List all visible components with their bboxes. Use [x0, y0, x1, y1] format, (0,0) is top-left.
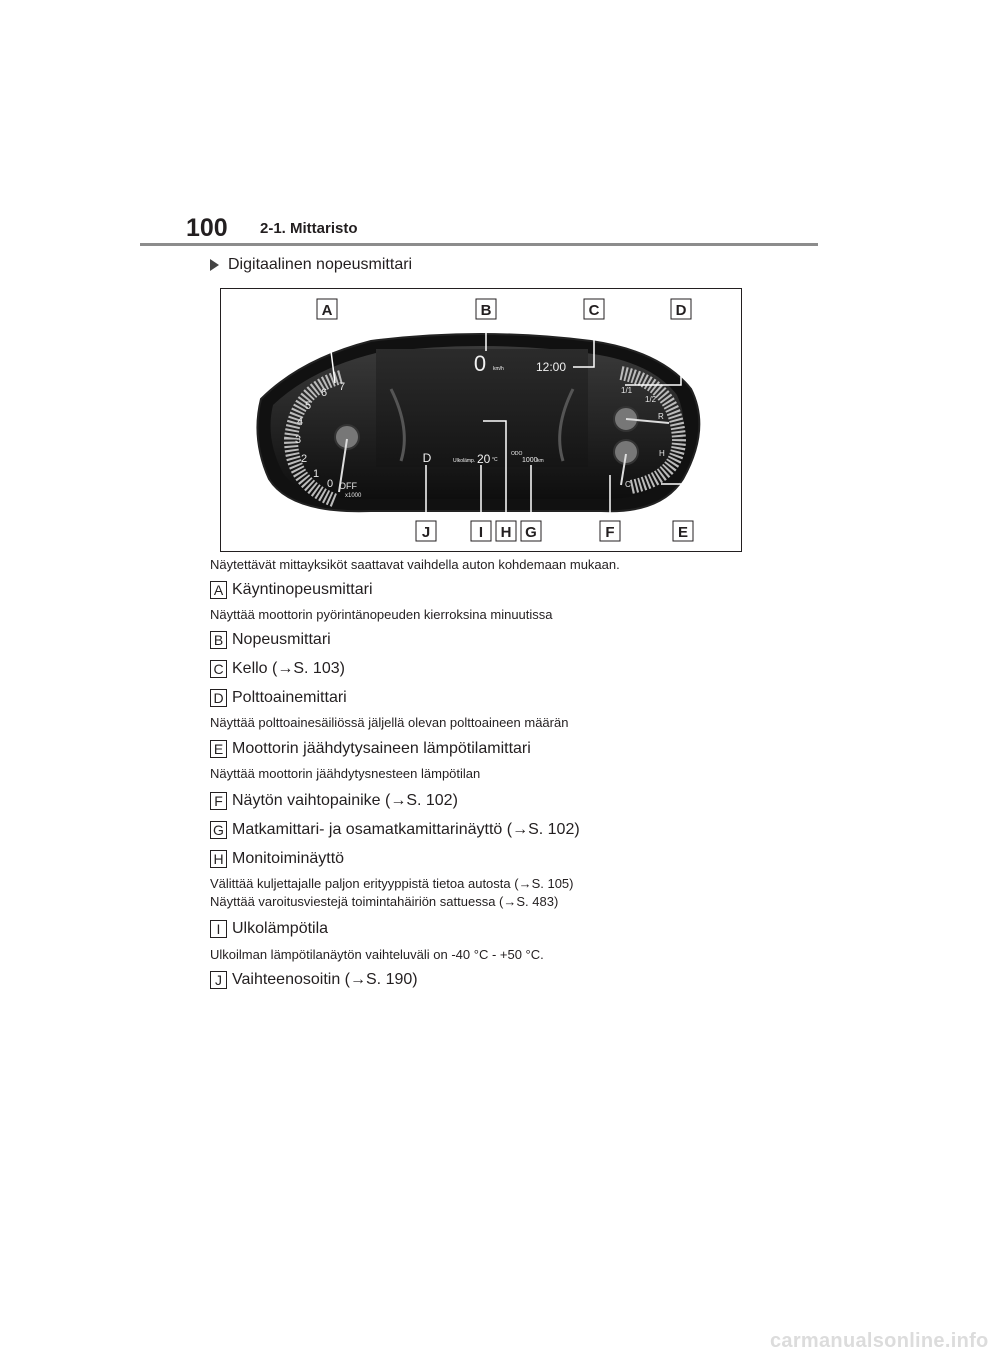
outside-temp-value: 20: [477, 452, 491, 466]
rpm-label-5: 5: [305, 400, 312, 412]
item-d: [210, 689, 347, 707]
item-desc-a-1: Näyttää moottorin pyörintänopeuden kierroksina minuutissa: [210, 607, 553, 622]
rpm-label-2: 2: [301, 453, 308, 465]
item-label-a: Käyntinopeusmittari: [232, 581, 373, 598]
item-desc-i-1: Ulkoilman lämpötilanäytön vaihteluväli on -40 °C - +50 °C.: [210, 947, 544, 962]
item-letter-b: B: [210, 631, 227, 649]
callout-b: B: [480, 302, 492, 319]
item-desc-e-1: Näyttää moottorin jäähdytysnesteen lämpötilan: [210, 766, 481, 781]
instrument-cluster-illustration: [221, 289, 741, 551]
rpm-label-3: 3: [295, 434, 302, 446]
triangle-bullet-icon: [210, 259, 219, 271]
item-letter-a: A: [210, 581, 227, 599]
item-b: [210, 631, 331, 649]
odo-unit: km: [537, 458, 544, 464]
item-label-j: Vaihteenosoitin (→S. 190): [232, 971, 418, 988]
speed-value: 0: [473, 351, 487, 376]
item-letter-c: C: [210, 660, 227, 678]
item-letter-f: F: [210, 792, 227, 810]
item-f: [210, 792, 458, 810]
watermark-brand: carmanualsonline.info: [770, 1330, 989, 1352]
fuel-mark-full: 1/1: [621, 386, 633, 395]
rpm-label-1: 1: [313, 468, 320, 480]
off-label: OFF: [339, 481, 357, 491]
item-label-f: Näytön vaihtopainike (→S. 102): [232, 792, 458, 809]
item-desc-d-1: Näyttää polttoainesäiliössä jäljellä olevan polttoaineen määrän: [210, 715, 569, 730]
temp-mark-c: C: [625, 480, 631, 489]
item-letter-d: D: [210, 689, 227, 707]
item-label-c: Kello (→S. 103): [232, 660, 345, 677]
instrument-cluster-figure: [220, 288, 742, 552]
item-label-b: Nopeusmittari: [232, 631, 331, 648]
callout-f: F: [605, 524, 615, 541]
callout-g: G: [525, 524, 537, 541]
rpm-label-4: 4: [297, 416, 304, 428]
item-g: [210, 821, 580, 839]
item-desc-h-2: Näyttää varoitusviestejä toimintahäiriön sattuessa (→S. 483): [210, 894, 559, 909]
eco-small-label: x1000: [345, 493, 362, 499]
subsection-title: Digitaalinen nopeusmittari: [228, 256, 413, 273]
subsection-heading: [210, 256, 412, 274]
callout-c: C: [588, 302, 600, 319]
item-desc-h-1: Välittää kuljettajalle paljon erityyppistä tietoa autosta (→S. 105): [210, 876, 574, 891]
item-letter-g: G: [210, 821, 227, 839]
rpm-label-6: 6: [321, 387, 328, 399]
rpm-label-0: 0: [327, 478, 334, 490]
item-label-e: Moottorin jäähdytysaineen lämpötilamittari: [232, 740, 531, 757]
knob-right-bottom: [614, 440, 638, 464]
item-label-g: Matkamittari- ja osamatkamittarinäyttö (→S. 102): [232, 821, 580, 838]
item-j: [210, 971, 418, 989]
item-label-h: Monitoiminäyttö: [232, 850, 345, 867]
callout-i: I: [478, 524, 484, 541]
fuel-mark-half: 1/2: [645, 395, 657, 404]
odo-value: 1000: [522, 457, 538, 464]
callout-d: D: [675, 302, 687, 319]
item-label-i: Ulkolämpötila: [232, 920, 329, 937]
page-number: 100: [186, 214, 228, 242]
temp-unit: °C: [492, 457, 498, 463]
item-letter-e: E: [210, 740, 227, 758]
item-h: [210, 850, 344, 868]
callout-h: H: [500, 524, 512, 541]
item-letter-j: J: [210, 971, 227, 989]
item-letter-h: H: [210, 850, 227, 868]
item-c: [210, 660, 345, 678]
outside-temp-label: Ulkolämp.: [453, 458, 476, 464]
item-e: [210, 740, 531, 758]
section-title: 2-1. Mittaristo: [260, 220, 358, 237]
callout-a: A: [321, 302, 333, 319]
callout-e: E: [677, 524, 689, 541]
figure-caption: Näytettävät mittayksiköt saattavat vaihdella auton kohdemaan mukaan.: [210, 557, 620, 572]
odo-label: ODO: [511, 451, 523, 457]
temp-mark-h: H: [659, 449, 665, 458]
speed-unit: km/h: [493, 366, 504, 372]
clock-value: 12:00: [535, 360, 567, 374]
callout-j: J: [421, 524, 431, 541]
item-a: [210, 581, 373, 599]
gear-indicator: D: [422, 451, 432, 465]
item-label-d: Polttoainemittari: [232, 689, 347, 706]
fuel-mark-r: R: [658, 412, 664, 421]
rpm-label-7: 7: [339, 381, 346, 393]
header-rule: [140, 243, 818, 246]
item-letter-i: I: [210, 920, 227, 938]
item-i: [210, 920, 328, 938]
